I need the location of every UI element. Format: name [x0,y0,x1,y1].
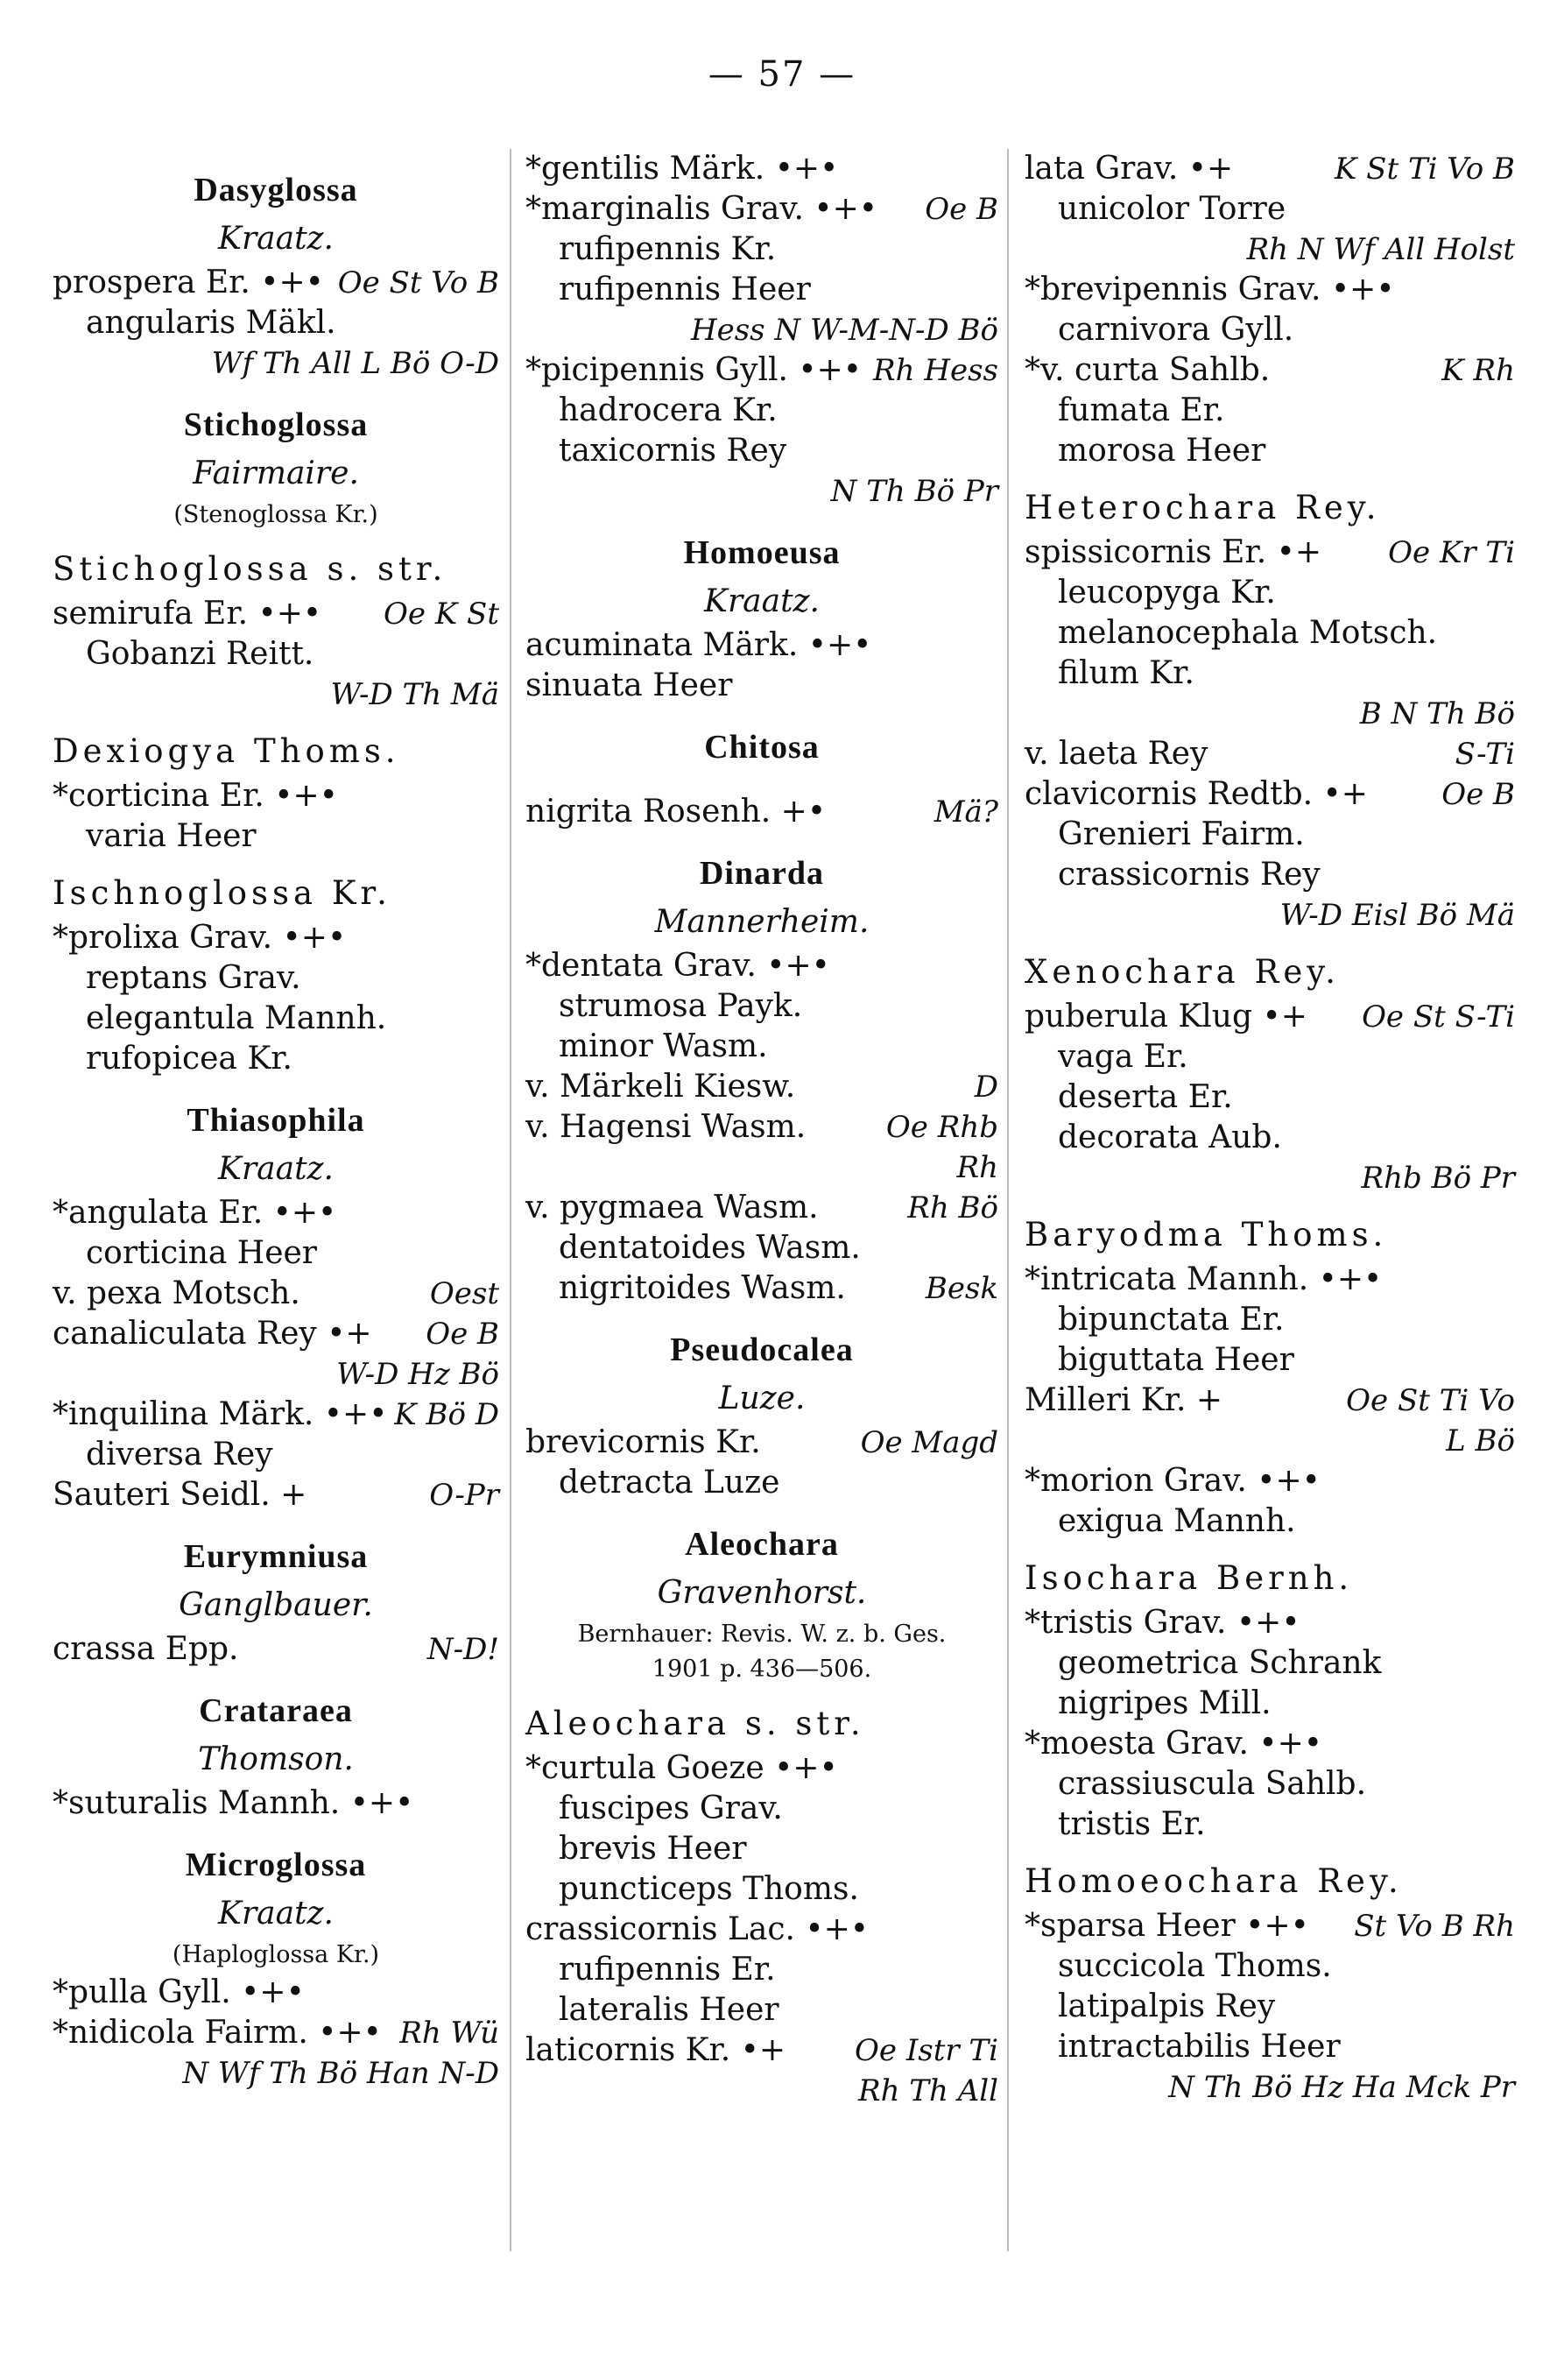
distribution-codes: Oe Magd [860,1425,998,1460]
entry-text: melanocephala Motsch. [1058,615,1438,651]
entry-text: Luze. [718,1381,806,1416]
species-entry [53,1233,499,1274]
species-entry [1025,1603,1515,1643]
entry-text: rufipennis Heer [559,272,811,307]
entry-text: Kraatz. [218,1151,334,1187]
entry-text: N Wf Th Bö Han N-D [182,2056,499,2091]
entry-text: W-D Hz Bö [336,1357,499,1392]
entry-text: Heterochara Rey. [1025,489,1381,526]
genus-author [525,1375,998,1423]
entry-text: morosa Heer [1058,433,1266,469]
species-entry [1025,653,1515,694]
entry-text: *intricata Mannh. •+• [1025,1261,1383,1297]
species-entry [1025,431,1515,471]
entry-text: Dinarda [699,855,825,892]
distribution-codes: Oe Istr Ti [855,2033,998,2068]
distribution-codes: Oe Rhb [885,1110,998,1145]
entry-text: B N Th Bö [1359,696,1515,731]
entry-text: sinuata Heer [525,667,733,703]
species-entry [1025,1906,1515,1946]
entry-text: brevicornis Kr. [525,1424,761,1460]
species-entry [53,1193,499,1233]
subgenus-heading [53,869,499,918]
species-entry [53,1475,499,1515]
species-entry [1025,1724,1515,1764]
subgenus-heading [53,545,499,594]
species-entry [525,1950,998,1990]
entry-text: Homoeusa [683,534,841,571]
distribution-codes: S-Ti [1455,737,1515,772]
distribution-codes: O-Pr [429,1478,499,1513]
entry-text: Rhb Bö Pr [1361,1161,1515,1196]
entry-text: Gravenhorst. [657,1575,867,1611]
entry-text: Fairmaire. [193,456,359,491]
entry-text: lateralis Heer [559,1992,779,2028]
entry-text: lata Grav. •+ [1025,151,1234,187]
distribution-codes: Oe St Ti Vo [1346,1383,1515,1418]
species-entry [1025,1804,1515,1845]
species-entry [1025,1501,1515,1542]
distribution-codes: Rh Bö [907,1190,998,1225]
entry-text: succicola Thoms. [1058,1948,1332,1984]
entry-text: *pulla Gyll. •+• [53,1974,305,2010]
entry-text: *prolixa Grav. •+• [53,920,347,956]
distribution-codes: Oe B [1441,777,1515,812]
distribution-continuation [1025,895,1515,936]
entry-text: Xenochara Rey. [1025,953,1340,991]
genus-author [525,899,998,946]
species-entry [525,1188,998,1228]
spacer [525,773,998,792]
entry-text: Rh N Wf All Holst [1246,232,1515,267]
entry-text: leucopyga Kr. [1058,575,1276,611]
entry-text: prospera Er. •+• [53,265,324,300]
entry-text: Wf Th All L Bö O-D [211,346,499,381]
species-entry [525,1463,998,1503]
entry-text: puncticeps Thoms. [559,1871,859,1907]
species-entry [525,1829,998,1869]
genus-heading [525,527,998,578]
species-entry [525,1268,998,1309]
genus-heading [53,399,499,450]
species-entry [53,594,499,634]
entry-text: *marginalis Grav. •+• [525,191,877,227]
entry-text: filum Kr. [1058,655,1194,691]
species-entry [525,1423,998,1463]
species-entry [1025,1461,1515,1501]
species-entry [1025,815,1515,855]
species-entry [525,270,998,310]
species-entry [53,999,499,1039]
species-entry [53,1039,499,1079]
entry-text: Pseudocalea [670,1331,854,1368]
genus-heading [53,1840,499,1890]
entry-text: Bernhauer: Revis. W. z. b. Ges. [577,1621,947,1648]
genus-heading [53,1685,499,1736]
species-entry [525,1228,998,1268]
entry-text: (Haploglossa Kr.) [172,1941,380,1968]
species-entry [525,431,998,471]
column-divider [1007,149,1009,2251]
entry-text: *picipennis Gyll. •+• [525,352,863,388]
distribution-codes: Mä? [933,795,998,830]
subgenus-heading [525,1699,998,1748]
entry-text: Microglossa [185,1847,367,1883]
column-left [53,149,499,2094]
entry-text: Ischnoglossa Kr. [53,874,391,912]
species-entry [525,986,998,1027]
entry-text: intractabilis Heer [1058,2029,1341,2065]
entry-text: nigrita Rosenh. +• [525,794,827,830]
column-middle [525,149,998,2111]
species-entry [525,2030,998,2071]
entry-text: crassa Epp. [53,1631,239,1667]
species-entry [53,1783,499,1824]
species-entry [1025,1340,1515,1381]
entry-text: diversa Rey [86,1437,273,1472]
reference-note [525,1617,998,1652]
genus-heading [53,1095,499,1146]
species-entry [1025,1381,1515,1421]
entry-text: laticornis Kr. •+ [525,2032,786,2068]
species-entry [1025,1077,1515,1118]
species-entry [1025,1764,1515,1804]
entry-text: Isochara Bernh. [1025,1559,1354,1597]
entry-text: *corticina Er. •+• [53,778,338,814]
entry-text: Homoeochara Rey. [1025,1862,1403,1900]
species-entry [1025,1946,1515,1987]
entry-text: W-D Th Mä [330,677,499,712]
column-right [1025,149,1515,2108]
entry-text: clavicornis Redtb. •+ [1025,776,1368,812]
distribution-continuation [1025,2067,1515,2108]
genus-heading [53,165,499,215]
entry-text: puberula Klug •+ [1025,999,1307,1035]
entry-text: Rh [956,1150,998,1185]
entry-text: spissicornis Er. •+ [1025,534,1321,570]
entry-text: deserta Er. [1058,1079,1233,1115]
entry-text: dentatoides Wasm. [559,1230,861,1266]
subgenus-heading [1025,484,1515,533]
reference-note [525,1652,998,1687]
entry-text: nigripes Mill. [1058,1685,1272,1721]
distribution-continuation [1025,694,1515,734]
species-entry [1025,270,1515,310]
entry-text: *nidicola Fairm. •+• [53,2015,382,2051]
entry-text: Aleochara [685,1526,839,1563]
reference-note [53,1938,499,1973]
distribution-continuation [53,2053,499,2094]
entry-text: Milleri Kr. + [1025,1382,1223,1418]
entry-text: *tristis Grav. •+• [1025,1605,1300,1641]
entry-text: strumosa Payk. [559,988,803,1024]
distribution-continuation [525,1148,998,1188]
entry-text: N Th Bö Pr [830,474,998,509]
entry-text: Dexiogya Thoms. [53,732,400,770]
subgenus-heading [53,727,499,776]
species-entry [525,1107,998,1148]
genus-author [53,450,499,498]
species-entry [525,792,998,832]
distribution-codes: St Vo B Rh [1354,1909,1515,1944]
species-entry [53,634,499,674]
entry-text: Grenieri Fairm. [1058,816,1305,852]
entry-text: fumata Er. [1058,392,1225,428]
entry-text: *gentilis Märk. •+• [525,151,839,187]
entry-text: Kraatz. [704,583,820,619]
species-entry [1025,997,1515,1037]
species-entry [53,303,499,343]
species-entry [1025,774,1515,815]
entry-text: N Th Bö Hz Ha Mck Pr [1168,2070,1515,2105]
genus-author [53,1890,499,1938]
species-entry [1025,149,1515,189]
entry-text: vaga Er. [1058,1039,1188,1075]
genus-heading [525,1324,998,1375]
species-entry [525,666,998,706]
distribution-continuation [525,2071,998,2111]
entry-text: Eurymniusa [183,1538,369,1575]
entry-text: semirufa Er. •+• [53,596,322,632]
subgenus-heading [1025,1554,1515,1603]
distribution-codes: K Rh [1441,353,1515,388]
entry-text: *sparsa Heer •+• [1025,1908,1309,1944]
entry-text: minor Wasm. [559,1028,768,1064]
species-entry [525,1748,998,1789]
subgenus-heading [1025,1857,1515,1906]
entry-text: fuscipes Grav. [559,1790,783,1826]
species-entry [1025,391,1515,431]
entry-text: Thiasophila [187,1102,365,1139]
distribution-codes: Rh Hess [873,353,998,388]
species-entry [525,1027,998,1067]
species-entry [53,1973,499,2013]
entry-text: v. Märkeli Kiesw. [525,1069,796,1105]
genus-heading [525,848,998,899]
entry-text: Hess N W-M-N-D Bö [690,313,998,348]
species-entry [53,816,499,857]
species-entry [53,1274,499,1314]
subgenus-heading [1025,948,1515,997]
species-entry [1025,533,1515,573]
entry-text: exigua Mannh. [1058,1503,1296,1539]
distribution-continuation [53,674,499,715]
distribution-codes: Oe B [925,192,998,227]
species-entry [53,918,499,958]
species-entry [53,1395,499,1435]
entry-text: *v. curta Sahlb. [1025,352,1271,388]
species-entry [53,2013,499,2053]
entry-text: varia Heer [86,818,257,854]
genus-heading [525,722,998,773]
entry-text: Stichoglossa [183,406,369,443]
entry-text: Sauteri Seidl. + [53,1477,307,1513]
species-entry [1025,310,1515,350]
entry-text: brevis Heer [559,1831,747,1867]
subgenus-heading [1025,1211,1515,1260]
entry-text: Mannerheim. [654,904,870,940]
species-entry [53,263,499,303]
entry-text: (Stenoglossa Kr.) [173,501,378,528]
species-entry [1025,1643,1515,1684]
entry-text: *suturalis Mannh. •+• [53,1785,414,1821]
distribution-continuation [525,310,998,350]
distribution-codes: K Bö D [394,1397,499,1432]
species-entry [1025,734,1515,774]
entry-text: Dasyglossa [194,172,358,208]
entry-text: crassicornis Rey [1058,857,1321,893]
species-entry [53,1629,499,1670]
distribution-codes: Oe K St [384,597,499,632]
species-entry [1025,189,1515,230]
species-entry [53,1314,499,1354]
distribution-codes: Oest [429,1276,499,1311]
entry-text: latipalpis Rey [1058,1988,1276,2024]
entry-text: crassiuscula Sahlb. [1058,1766,1367,1802]
reference-note [53,498,499,533]
entry-text: *inquilina Märk. •+• [53,1396,388,1432]
genus-author [53,1582,499,1629]
species-entry [1025,573,1515,613]
entry-text: nigritoides Wasm. [559,1270,846,1306]
distribution-codes: Rh Wü [399,2016,499,2051]
entry-text: Rh Th All [858,2073,998,2108]
entry-text: 1901 p. 436—506. [652,1656,872,1683]
page-number: — 57 — [708,54,856,95]
entry-text: reptans Grav. [86,960,301,996]
species-entry [53,776,499,816]
species-entry [525,149,998,189]
species-entry [1025,1684,1515,1724]
species-entry [1025,1118,1515,1158]
species-entry [525,1910,998,1950]
entry-text: taxicornis Rey [559,433,787,469]
species-entry [1025,2027,1515,2067]
species-entry [53,1435,499,1475]
entry-text: tristis Er. [1058,1806,1206,1842]
entry-text: *dentata Grav. •+• [525,948,830,984]
species-entry [53,958,499,999]
distribution-codes: Oe St S-Ti [1362,999,1515,1035]
genus-author [53,215,499,263]
distribution-codes: Oe Kr Ti [1388,535,1515,570]
distribution-codes: Besk [925,1271,998,1306]
entry-text: W-D Eisl Bö Mä [1279,898,1515,933]
genus-heading [525,1519,998,1570]
distribution-continuation [1025,1421,1515,1461]
species-entry [1025,1037,1515,1077]
entry-text: decorata Aub. [1058,1119,1282,1155]
entry-text: bipunctata Er. [1058,1302,1285,1338]
distribution-codes: K St Ti Vo B [1334,152,1515,187]
species-entry [1025,1260,1515,1300]
entry-text: Baryodma Thoms. [1025,1216,1388,1254]
genus-author [53,1736,499,1783]
distribution-codes: D [974,1070,998,1105]
species-entry [525,350,998,391]
entry-text: biguttata Heer [1058,1342,1294,1378]
entry-text: Stichoglossa s. str. [53,550,447,588]
species-entry [1025,350,1515,391]
genus-heading [53,1531,499,1582]
species-entry [525,189,998,230]
entry-text: Gobanzi Reitt. [86,636,314,672]
species-entry [1025,1987,1515,2027]
distribution-continuation [1025,230,1515,270]
entry-text: acuminata Märk. •+• [525,627,872,663]
entry-text: Crataraea [199,1692,353,1729]
entry-text: canaliculata Rey •+ [53,1316,372,1352]
entry-text: rufipennis Er. [559,1952,776,1988]
species-entry [525,1869,998,1910]
distribution-continuation [53,343,499,384]
species-entry [1025,855,1515,895]
entry-text: Aleochara s. str. [525,1705,865,1742]
entry-text: rufipennis Kr. [559,231,777,267]
entry-text: detracta Luze [559,1465,780,1501]
species-entry [1025,613,1515,653]
distribution-continuation [53,1354,499,1395]
distribution-codes: Oe B [426,1317,499,1352]
entry-text: corticina Heer [86,1235,318,1271]
entry-text: rufopicea Kr. [86,1041,292,1077]
entry-text: L Bö [1446,1423,1515,1458]
species-entry [525,946,998,986]
species-entry [1025,1300,1515,1340]
species-entry [525,230,998,270]
entry-text: *curtula Goeze •+• [525,1750,838,1786]
column-divider [510,149,511,2251]
distribution-continuation [525,471,998,512]
entry-text: *moesta Grav. •+• [1025,1726,1322,1762]
entry-text: v. pexa Motsch. [53,1275,300,1311]
entry-text: Chitosa [704,729,820,766]
genus-author [525,1570,998,1617]
entry-text: angularis Mäkl. [86,305,336,341]
species-entry [525,1067,998,1107]
distribution-codes: N-D! [426,1632,499,1667]
species-entry [525,625,998,666]
entry-text: elegantula Mannh. [86,1000,387,1036]
entry-text: *brevipennis Grav. •+• [1025,272,1395,307]
species-entry [525,1789,998,1829]
entry-text: v. pygmaea Wasm. [525,1190,819,1225]
species-entry [525,391,998,431]
distribution-continuation [1025,1158,1515,1198]
genus-author [525,578,998,625]
entry-text: *angulata Er. •+• [53,1195,337,1231]
genus-author [53,1146,499,1193]
entry-text: v. Hagensi Wasm. [525,1109,807,1145]
entry-text: Kraatz. [218,221,334,257]
entry-text: *morion Grav. •+• [1025,1463,1321,1499]
entry-text: crassicornis Lac. •+• [525,1911,870,1947]
entry-text: Ganglbauer. [179,1587,373,1623]
entry-text: geometrica Schrank [1058,1645,1382,1681]
distribution-codes: Oe St Vo B [337,265,499,300]
entry-text: Thomson. [198,1741,354,1777]
species-entry [525,1990,998,2030]
entry-text: carnivora Gyll. [1058,312,1294,348]
entry-text: unicolor Torre [1058,191,1286,227]
entry-text: Kraatz. [218,1896,334,1932]
entry-text: v. laeta Rey [1025,736,1208,772]
entry-text: hadrocera Kr. [559,392,778,428]
